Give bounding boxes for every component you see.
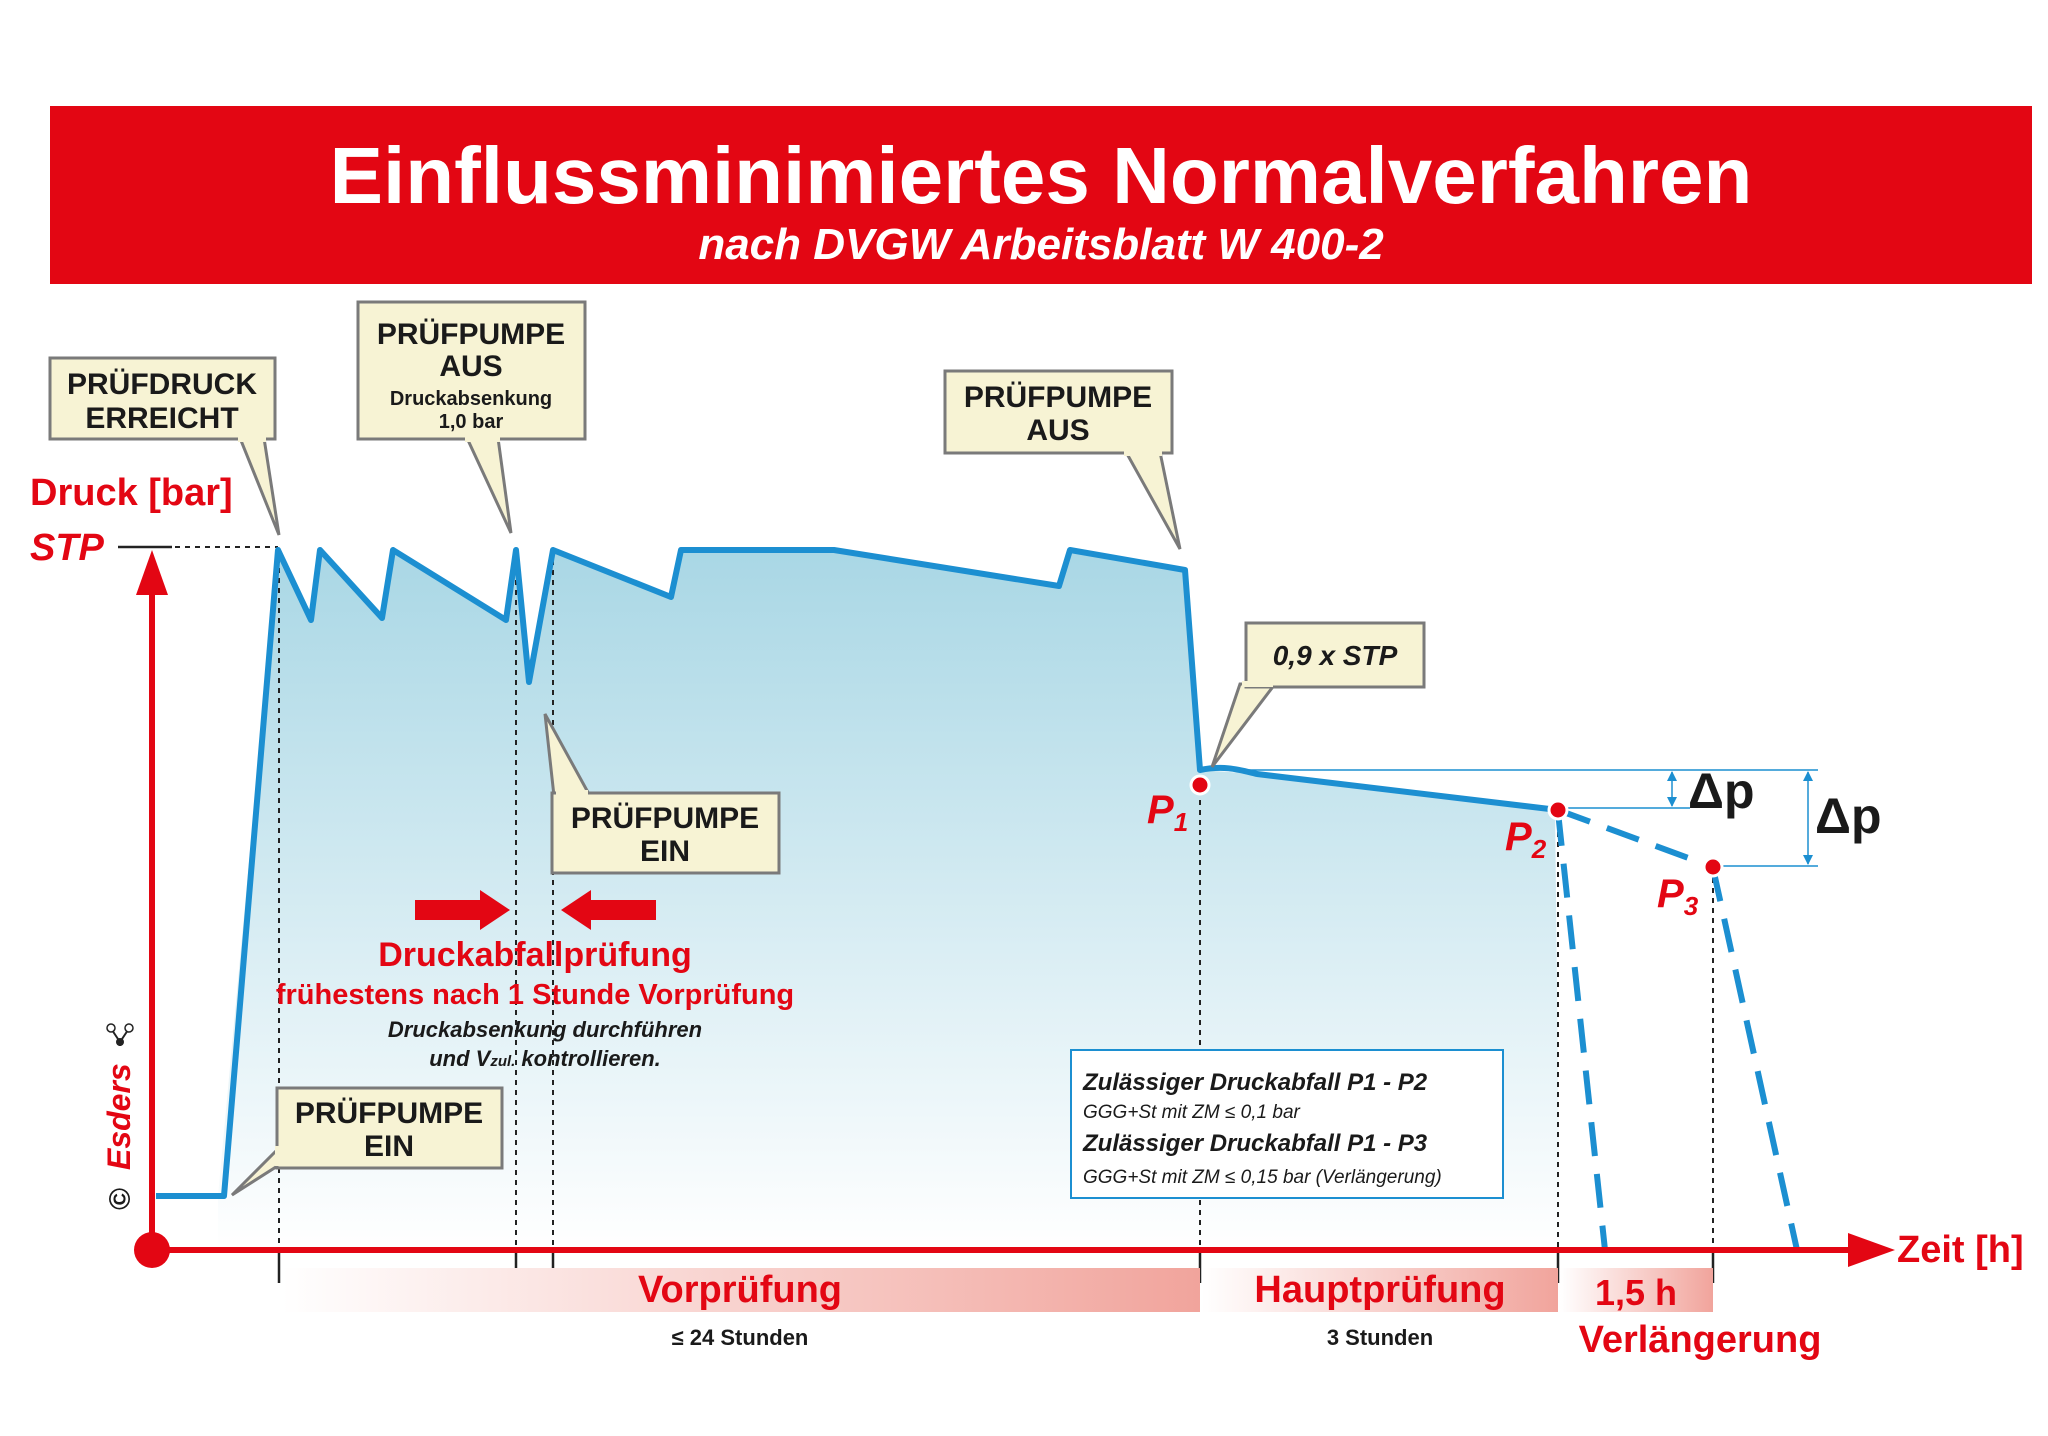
info-line-3: Zulässiger Druckabfall P1 - P3 bbox=[1083, 1130, 1428, 1157]
callout-note: Druckabsenkung bbox=[389, 388, 553, 410]
delta-arrow-head bbox=[1667, 797, 1677, 807]
callout-pointer bbox=[1126, 452, 1180, 549]
y-axis-label: Druck [bar] bbox=[30, 472, 233, 514]
callout-text: PRÜFPUMPE bbox=[376, 318, 566, 351]
phase-vorpruefung-duration: ≤ 24 Stunden bbox=[671, 1325, 809, 1350]
point-p1 bbox=[1191, 776, 1209, 794]
origin-dot bbox=[134, 1232, 170, 1268]
label-p1: $P_1$ bbox=[1147, 788, 1189, 837]
point-p2 bbox=[1549, 801, 1567, 819]
stp-label: STP bbox=[30, 527, 104, 569]
point-p3 bbox=[1704, 858, 1722, 876]
callout-text: AUS bbox=[439, 350, 503, 383]
label-p2: $P_2$ bbox=[1505, 815, 1547, 864]
callout-text: EIN bbox=[363, 1130, 415, 1163]
callout-text: EIN bbox=[639, 835, 691, 868]
callout-text: PRÜFPUMPE bbox=[570, 802, 760, 835]
callout-text: 0,9 x STP bbox=[1272, 640, 1398, 671]
info-line-4: GGG+St mit ZM ≤ 0,15 bar (Verlängerung) bbox=[1083, 1167, 1442, 1188]
phase-hauptpruefung-label: Hauptprüfung bbox=[1254, 1269, 1506, 1311]
x-axis-label: Zeit [h] bbox=[1897, 1229, 2024, 1271]
callout-text: PRÜFPUMPE bbox=[294, 1097, 484, 1130]
page-subtitle: nach DVGW Arbeitsblatt W 400-2 bbox=[698, 220, 1384, 269]
phase-vorpruefung-label: Vorprüfung bbox=[637, 1269, 843, 1311]
pressure-drop-subtitle: frühestens nach 1 Stunde Vorprüfung bbox=[275, 979, 795, 1011]
release-curve-2 bbox=[1713, 868, 1797, 1250]
callout-text: PRÜFPUMPE bbox=[963, 381, 1153, 414]
delta-p-label-1: Δp bbox=[1688, 763, 1755, 819]
info-line-2: GGG+St mit ZM ≤ 0,1 bar bbox=[1083, 1102, 1300, 1123]
callout-text: PRÜFDRUCK bbox=[67, 368, 257, 401]
pressure-drop-note-1: Druckabsenkung durchführen bbox=[387, 1017, 703, 1042]
delta-arrow-head bbox=[1803, 855, 1813, 865]
molecule-icon bbox=[107, 1024, 133, 1046]
delta-p-label-2: Δp bbox=[1815, 788, 1882, 844]
callout-pointer bbox=[1212, 684, 1275, 767]
copyright-icon: © bbox=[104, 1187, 137, 1210]
y-axis-arrow bbox=[136, 550, 168, 595]
release-curve-1 bbox=[1558, 812, 1605, 1250]
pressure-drop-title: Druckabfallprüfung bbox=[378, 936, 692, 974]
delta-arrow-head bbox=[1667, 771, 1677, 781]
x-axis-arrow bbox=[1848, 1233, 1895, 1267]
delta-arrow-head bbox=[1803, 771, 1813, 781]
callout-pointer bbox=[467, 438, 511, 533]
callout-pointer bbox=[240, 438, 279, 535]
info-line-1: Zulässiger Druckabfall P1 - P2 bbox=[1083, 1069, 1428, 1096]
page-title: Einflussminimiertes Normalverfahren bbox=[329, 131, 1753, 220]
pressure-drop-note-2: und Vzul. kontrollieren. bbox=[429, 1046, 661, 1071]
phase-hauptpruefung-duration: 3 Stunden bbox=[1326, 1325, 1434, 1350]
label-p3: $P_3$ bbox=[1657, 872, 1699, 921]
brand-logo bbox=[101, 1024, 137, 1210]
phase-verlaengerung-duration: 1,5 h bbox=[1594, 1272, 1678, 1313]
callout-text: AUS bbox=[1026, 414, 1090, 447]
phase-verlaengerung-label: Verlängerung bbox=[1578, 1319, 1822, 1361]
callout-text: ERREICHT bbox=[85, 402, 239, 435]
brand-name: Esders bbox=[101, 1063, 137, 1170]
callout-note: 1,0 bar bbox=[438, 411, 504, 433]
